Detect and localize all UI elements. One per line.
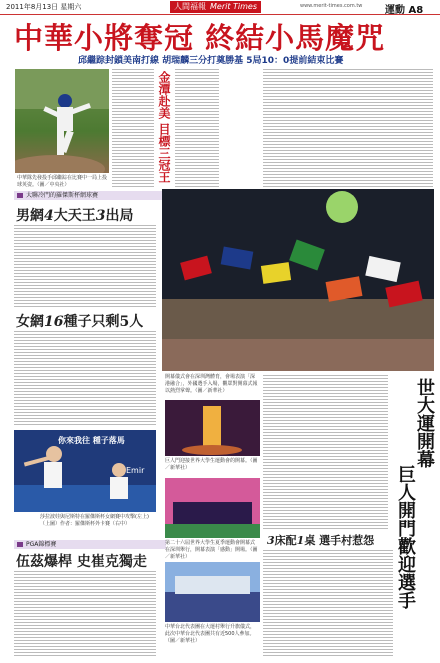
universiade-headline-part2: 巨人開門歡迎選手 <box>395 465 416 609</box>
women-headline-pre: 女網 <box>16 314 44 330</box>
baseball-article-body <box>112 69 154 187</box>
delegation-photo <box>165 562 260 622</box>
pga-article-body <box>14 571 156 657</box>
pga-kicker: PGA錦標賽 <box>14 540 166 549</box>
tennis-photo-caption: 莎拉波娃與尼斯特在羅傑斯杯女網賽中攻擊(左上)（上圖）作者：羅傑斯杯外卡賽（右中） <box>40 514 149 527</box>
performance-caption: 第二十六屆世界大學生夏季運動會開幕式在深圳舉行，開幕表演「感動」開場。（圖／新華社） <box>165 540 258 560</box>
side-story-headline: 金潭赴美 目標三冠王 <box>157 71 171 184</box>
tennis-photo <box>14 430 156 512</box>
universiade-article-body-1 <box>263 375 388 530</box>
giant-door-caption: 巨人門迎接世界大學生運動會的開幕。（圖／新華社） <box>165 458 258 471</box>
section-label: 運動 A8 <box>385 5 424 16</box>
issue-date: 2011年8月13日 星期六 <box>6 3 82 11</box>
athlete-village-headline <box>267 532 374 548</box>
men-headline-mid: 大天王 <box>53 208 96 224</box>
opening-ceremony-illustration <box>162 189 434 371</box>
pitcher-photo-caption: 中華隊先發投手邱繼踪在比賽中一局上投球英姿。（圖／中央社） <box>17 175 108 188</box>
village-headline-num1: 3 <box>267 534 275 547</box>
main-subheadline: 邱繼踪封鎖美南打線 胡瑞麟三分打奠勝基 5局10：0提前結束比賽 <box>78 56 344 66</box>
ceremony-main-caption: 開幕儀式會在深圳灣體育，會場表演「深港融合」，外國選手入場，觀眾對開幕式報以熱烈掌聲。（圖／新華社） <box>165 374 258 394</box>
newspaper-logo <box>170 1 261 13</box>
website-url: www.merit-times.com.tw <box>300 3 363 9</box>
giant-door-photo <box>165 400 260 456</box>
pga-headline: 伍茲爆桿 史崔克獨走 <box>16 554 147 570</box>
men-headline-pre: 男網 <box>16 208 44 224</box>
tennis-women-body <box>14 331 156 427</box>
baseball-pitcher-photo <box>15 69 109 173</box>
right-article-body <box>263 69 433 187</box>
village-headline-mid: 床配 <box>274 534 297 547</box>
brand-chinese: 人間福報 <box>174 2 206 11</box>
tennis-photo-watermark: Emir <box>126 466 145 475</box>
universiade-article-body-2 <box>263 550 393 656</box>
universiade-headline-part1: 世大運開幕 <box>414 378 435 468</box>
delegation-caption: 中華台北代表團在大運村舉行升旗儀式，此次中華台北代表團共有近500人參加。（圖／新華社） <box>165 624 256 644</box>
men-headline-num1: 4 <box>44 208 54 224</box>
main-headline: 中華小將奪冠 終結小馬魔咒 <box>14 21 386 55</box>
universiade-ceremony-photo <box>162 189 434 371</box>
village-headline-num2: 1 <box>296 534 305 547</box>
village-headline-post: 桌 選手村惹怨 <box>304 534 375 547</box>
tennis-women-headline <box>16 311 143 331</box>
delegation-illustration <box>165 562 260 622</box>
women-headline-num: 16 <box>44 314 64 330</box>
giant-door-illustration <box>165 400 260 456</box>
performance-illustration <box>165 478 260 538</box>
tennis-kicker: 大聯冷門的羅傑斯杯網球賽 <box>14 191 166 200</box>
women-headline-post: 種子只剩5人 <box>63 314 144 330</box>
brand-english: Merit Times <box>210 2 258 11</box>
side-story-body <box>175 69 219 187</box>
men-headline-num2: 3 <box>95 208 106 224</box>
tennis-men-headline <box>16 205 134 225</box>
tennis-photo-banner: 你來我往 種子落馬 <box>58 436 125 445</box>
performance-photo <box>165 478 260 538</box>
tennis-men-body <box>14 225 156 307</box>
men-headline-post: 出局 <box>105 208 134 224</box>
pitcher-illustration <box>15 69 109 173</box>
